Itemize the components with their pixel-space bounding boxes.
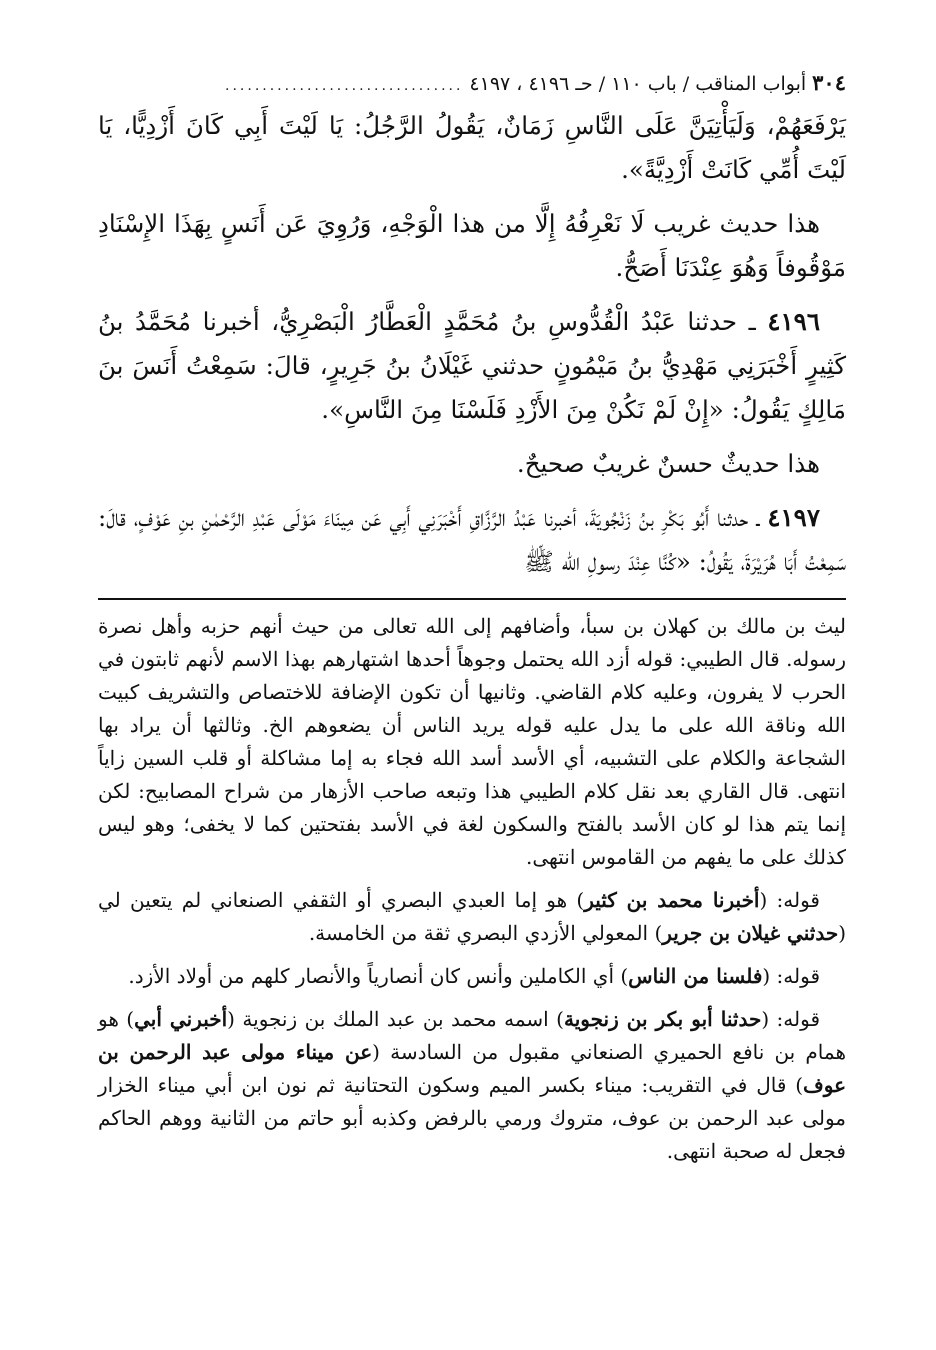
hadith-4197 [98, 496, 846, 584]
book-page [98, 70, 846, 1178]
note-4-quote: حدثنا أبو بكر بن زنجوية [563, 1007, 762, 1031]
hadith-number-4196: ٤١٩٦ [767, 307, 820, 336]
note-3-part: قوله: ( [762, 964, 820, 988]
note-2-part: ) المعولي الأزدي البصري ثقة من الخامسة. [308, 921, 663, 945]
note-3 [98, 960, 846, 993]
page-number: ٣٠٤ [812, 70, 846, 95]
note-4-part: ) قال في التقريب: ميناء بكسر الميم وسكون التحتانية ثم نون ابن أبي ميناء الخزار مولى عبد الرحمن بن عوف، متروك ورمي بالرفض وكذبه أبو حاتم من الثانية ووهم الحاكم فجعل له صحبة انتهى. [98, 1073, 846, 1163]
hadith-4196 [98, 300, 846, 432]
note-4-part: ) اسمه محمد بن عبد الملك بن زنجوية ( [227, 1007, 564, 1031]
hadith-4197-text: ـ حدثنا أَبُو بَكْرِ بنُ زَنْجُويَةَ، أخبرنا عَبْدُ الرَّزَّاقِ أَخْبَرَنِي أَبِي عَن مِينَاءَ مَوْلَى عَبْدِ الرَّحْمٰنِ بنِ عَوْفٍ، قالَ: سَمِعْتُ أَبَا هُرَيْرَةَ، يَقُولُ: «كُنَّا عِنْدَ رسولِ الله ﷺ [98, 503, 846, 576]
note-2-part: قوله: ( [759, 888, 820, 912]
note-2-quote: حدثني غيلان بن جرير [662, 921, 839, 945]
hadith-4196-text: ـ حدثنا عَبْدُ الْقُدُّوسِ بنُ مُحَمَّدٍ الْعَطَّارُ الْبَصْرِيُّ، أخبرنا مُحَمَّدُ بنُ كَثِيرٍ أَخْبَرَنِي مَهْدِيُّ بنُ مَيْمُونٍ حدثني غَيْلَانُ بنُ جَرِيرٍ، قالَ: سَمِعْتُ أَنَسَ بنَ مَالِكٍ يَقُولُ: «إِنْ لَمْ نَكُنْ مِنَ الأَزْدِ فَلَسْنَا مِنَ النَّاسِ». [98, 307, 846, 424]
commentary-notes [98, 610, 846, 1168]
note-4-quote: أخبرني أبي [134, 1007, 228, 1031]
main-text [98, 104, 846, 584]
hadith-continuation: يَرْفَعَهُمْ، وَلَيَأْتِيَنَّ عَلَى النَّاسِ زَمَانٌ، يَقُولُ الرَّجُلُ: يَا لَيْتَ أَبِي كَانَ أَزْدِيًّا، يَا لَيْتَ أُمِّي كَانَتْ أَزْدِيَّةً». [98, 111, 846, 184]
note-4-part: قوله: ( [761, 1007, 821, 1031]
header-leader-dots: ................................ [225, 78, 464, 94]
page-header [98, 70, 846, 104]
grading-paragraph-1: هذا حديث غريب لَا نَعْرِفُهُ إِلَّا من هذا الْوَجْهِ، وَرُوِيَ عَن أَنَسٍ بِهَذَا الإِسْنَادِ مَوْقُوفاً وَهُوَ عِنْدَنَا أَصَحُّ. [98, 209, 846, 282]
grading-paragraph-2: هذا حديثٌ حسنٌ غريبٌ صحيحٌ. [516, 449, 820, 478]
note-2 [98, 884, 846, 950]
note-3-quote: فلسنا من الناس [628, 964, 763, 988]
footnote-divider [98, 598, 846, 600]
note-4-part: ) هو همام بن نافع الحميري الصنعاني مقبول من السادسة ( [98, 1007, 846, 1064]
note-4-quote: عن ميناء مولى عبد الرحمن بن عوف [98, 1040, 846, 1097]
note-3-part: ) أي الكاملين وأنس كان أنصارياً والأنصار كلهم من أولاد الأزد. [128, 964, 629, 988]
running-title: أبواب المناقب / باب ١١٠ / حـ ٤١٩٦ ، ٤١٩٧ [469, 73, 807, 95]
note-4 [98, 1003, 846, 1168]
note-1: ليث بن مالك بن كهلان بن سبأ، وأضافهم إلى الله تعالى من حيث أنهم حزبه وأهل نصرة رسوله. قال الطيبي: قوله أزد الله يحتمل وجوهاً أحدها اشتهارهم بهذا الاسم لأنهم ثابتون في الحرب لا يفرون، وعليه كلام القاضي. وثانيها أن تكون الإضافة للاختصاص والتشريف كبيت الله وناقة الله على ما يدل عليه قوله يريد الناس أن يضعوهم الخ. وثالثها أن يراد بها الشجاعة والكلام على التشبيه، أي الأسد أسد الله فجاء به إما مشاكلة أو قلب السين زاياً انتهى. قال القاري بعد نقل كلام الطيبي هذا وتبعه صاحب الأزهار من شراح المصابيح: لكن إنما يتم هذا لو كان الأسد بالفتح والسكون لغة في الأسد بفتحتين كما لا يخفى؛ وهو ليس كذلك على ما يفهم من القاموس انتهى. [98, 614, 846, 869]
hadith-number-4197: ٤١٩٧ [767, 503, 820, 532]
note-2-part: ) هو إما العبدي البصري أو الثقفي الصنعاني لم يتعين لي ( [98, 888, 846, 945]
note-2-quote: أخبرنا محمد بن كثير [584, 888, 760, 912]
